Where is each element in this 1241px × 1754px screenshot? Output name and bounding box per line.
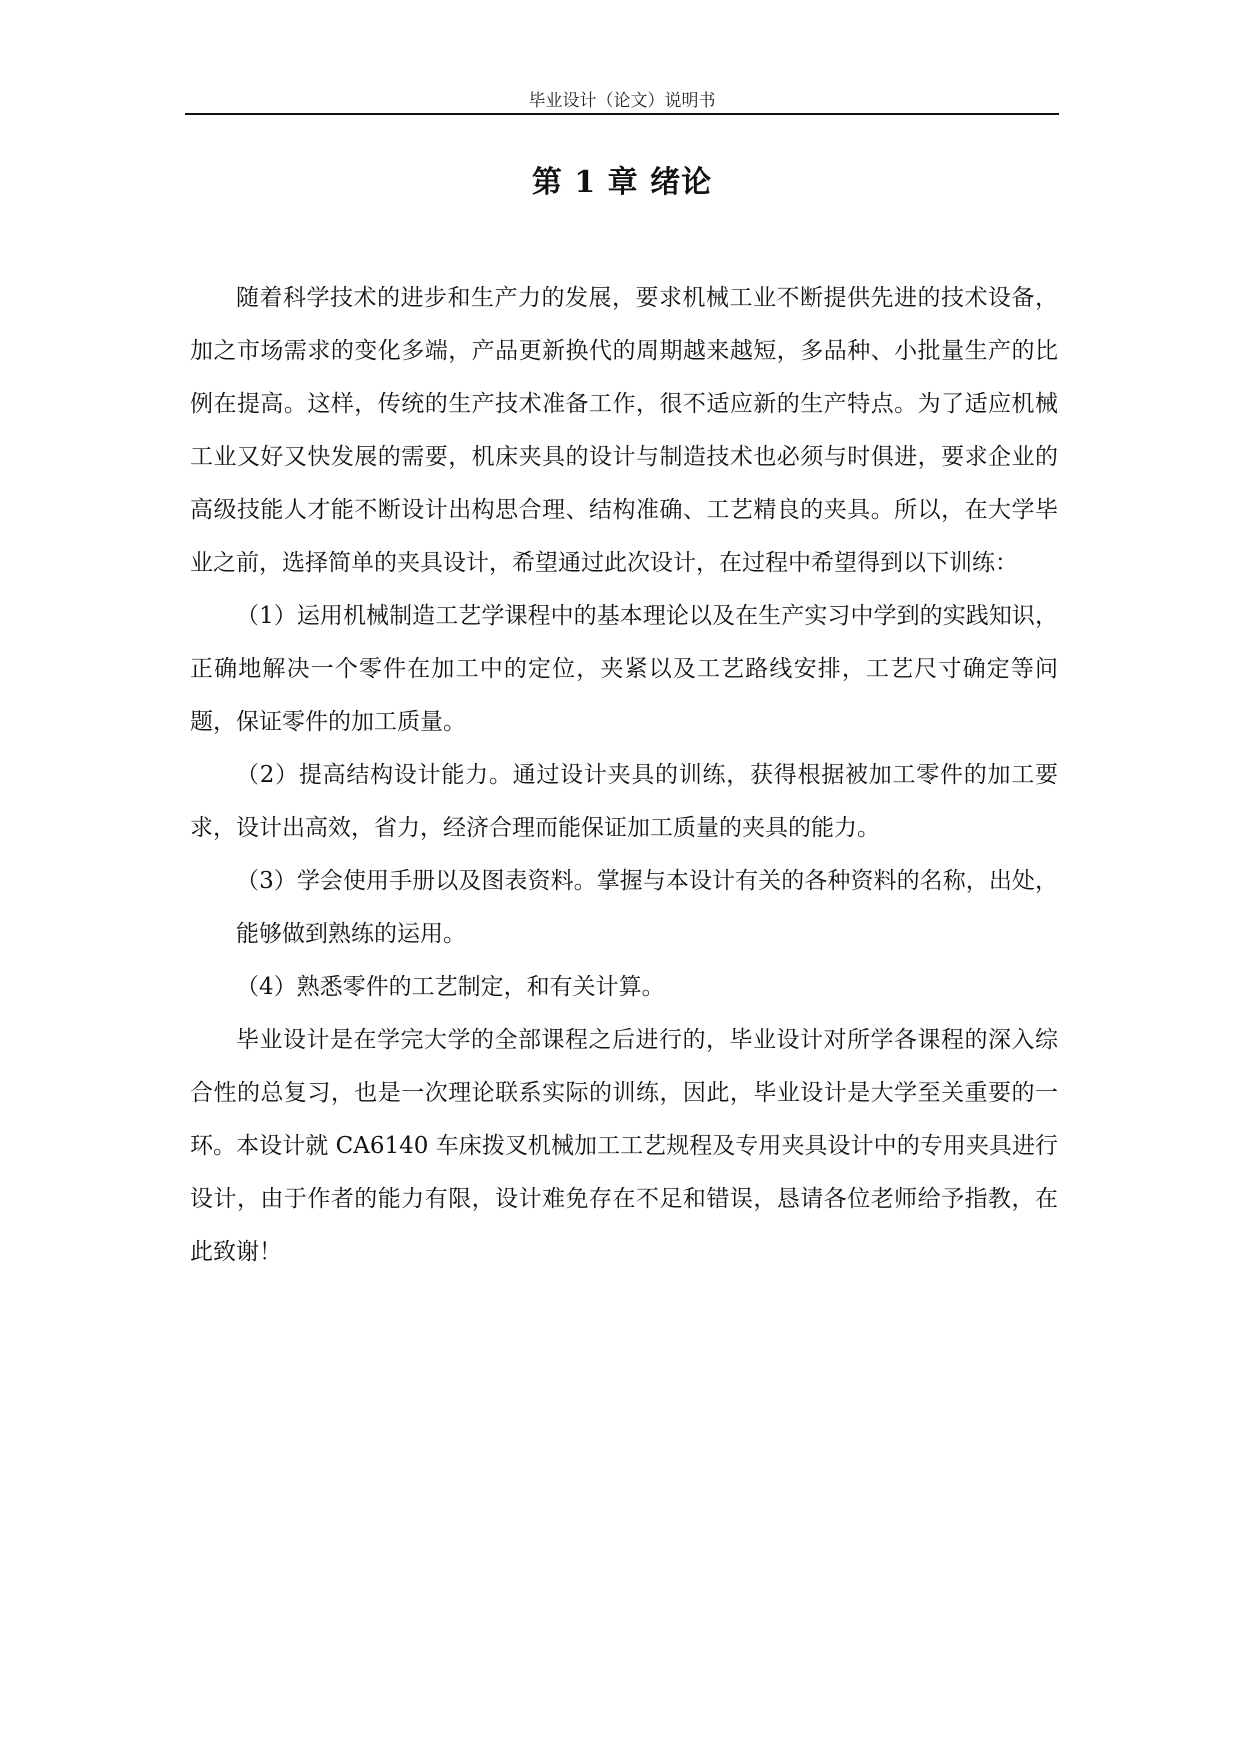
body-text [190, 272, 1058, 1279]
paragraph-intro: 随着科学技术的进步和生产力的发展，要求机械工业不断提供先进的技术设备，加之市场需求的变化多端，产品更新换代的周期越来越短，多品种、小批量生产的比例在提高。这样，传统的生产技术准备工作，很不适应新的生产特点。为了适应机械工业又好又快发展的需要，机床夹具的设计与制造技术也必须与时俱进，要求企业的高级技能人才能不断设计出构思合理、结构准确、工艺精良的夹具。所以，在大学毕业之前，选择简单的夹具设计，希望通过此次设计，在过程中希望得到以下训练： [190, 285, 1058, 576]
header-divider [185, 113, 1059, 115]
paragraph-item-2: （2）提高结构设计能力。通过设计夹具的训练，获得根据被加工零件的加工要求，设计出高效，省力，经济合理而能保证加工质量的夹具的能力。 [190, 762, 1058, 841]
chapter-title: 第 1 章 绪论 [531, 165, 713, 200]
paragraph-conclusion: 毕业设计是在学完大学的全部课程之后进行的，毕业设计对所学各课程的深入综合性的总复习，也是一次理论联系实际的训练，因此，毕业设计是大学至关重要的一环。本设计就 CA6140 车床拨叉机械加工工艺规程及专用夹具设计中的专用夹具进行设计，由于作者的能力有限，设计难免存在不足和错误，恳请各位老师给予指教，在此致谢！ [190, 1027, 1058, 1265]
paragraph-item-1: （1）运用机械制造工艺学课程中的基本理论以及在生产实习中学到的实践知识，正确地解决一个零件在加工中的定位，夹紧以及工艺路线安排，工艺尺寸确定等问题，保证零件的加工质量。 [190, 603, 1058, 735]
page-header: 毕业设计（论文）说明书 [528, 91, 716, 111]
paragraph-item-3: （3）学会使用手册以及图表资料。掌握与本设计有关的各种资料的名称，出处，能够做到熟练的运用。 [236, 868, 1058, 947]
paragraph-item-4: （4）熟悉零件的工艺制定，和有关计算。 [236, 974, 665, 1000]
